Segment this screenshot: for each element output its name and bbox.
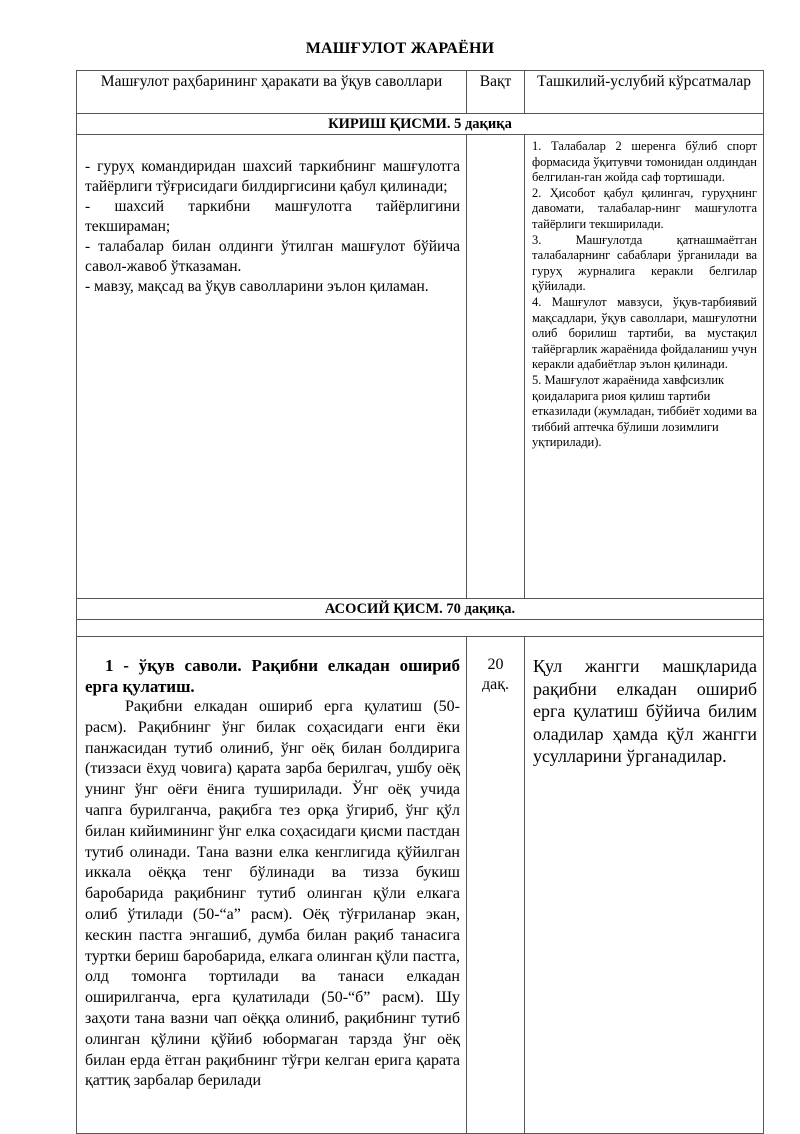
header-actions: Машғулот раҳбарининг ҳаракати ва ўқув саволлари bbox=[77, 71, 467, 114]
intro-section-heading: КИРИШ ҚИСМИ. 5 дақиқа bbox=[77, 114, 764, 135]
header-time: Вақт bbox=[467, 71, 525, 114]
intro-content-row bbox=[77, 135, 764, 599]
intro-notes-cell bbox=[525, 135, 764, 599]
main-time-cell bbox=[467, 637, 525, 1134]
section-spacer-row bbox=[77, 620, 764, 637]
intro-section-row bbox=[77, 114, 764, 135]
question-title: 1 - ўқув саволи. Рақибни елкадан ошириб ерга қулатиш. bbox=[85, 656, 460, 696]
header-guidelines: Ташкилий-услубий кўрсатмалар bbox=[525, 71, 764, 114]
intro-note: 1. Талабалар 2 шеренга бўлиб спорт формасида ўқитувчи томонидан олдиндан белгилан-ган жойда саф тортишади. bbox=[532, 139, 757, 185]
intro-action: - мавзу, мақсад ва ўқув саволларини эълон қиламан. bbox=[85, 278, 429, 295]
main-goal-cell: Қул жангги машқларида рақибни елкадан ошириб ерга қулатиш бўйича билим оладилар ҳамда қўл жангги усулларини ўрганадилар. bbox=[525, 637, 764, 1134]
intro-action: - талабалар билан олдинги ўтилган машғулот бўйича савол-жавоб ўтказаман. bbox=[85, 238, 460, 275]
question-body: Рақибни елкадан ошириб ерга қулатиш (50-расм). Рақибнинг ўнг билак соҳасидаги енги ёки панжасидан тутиб олиниб, ўнг оёқ билан болдирига (тиззаси ёхуд човига) қарата зарба берилгач, ушбу оёқ унинг ўнг оёғи ёнига туширилади. Ўнг оёқ учида чапга бурилганча, рақибга тез орқа ўгириб, ўнг қўл билан кийимининг ўнг елка соҳасидаги қисми пастдан тутиб олинади. Тана вазни елка кенглигида қўйилган иккала оёққа тенг бўлинади ва тизза букиш баробарида рақибнинг тутиб олинган қўли елкага олиб ўтилади (50-“а” расм). Оёқ тўғриланар экан, кескин пастга энгашиб, думба билан рақиб танасига туртки бериш баробарида, елкага олинган қўли пастга, олд томонга тортилади ва танаси елкадан оширилганча, ерга қулатилади (50-“б” расм). Шу заҳоти тана вазни чап оёққа олиниб, рақибнинг тутиб олинган қўлини қўйиб юбормаган тарзда ўнг оёқ билан ерда ётган рақибнинг тўғри келган ерига қарата қаттиқ зарбалар берилади bbox=[85, 698, 460, 1090]
page-title: МАШҒУЛОТ ЖАРАЁНИ bbox=[305, 40, 495, 57]
intro-actions-cell bbox=[77, 135, 467, 599]
main-question-cell bbox=[77, 637, 467, 1134]
time-unit: дақ. bbox=[481, 676, 509, 693]
intro-action: - шахсий таркибни машғулотга тайёрлигини текшираман; bbox=[85, 198, 460, 235]
intro-note: 2. Ҳисобот қабул қилингач, гуруҳнинг давомати, талабалар-нинг машғулотга тайёрлиги текширилади. bbox=[532, 185, 757, 231]
intro-note: 3. Машғулотда қатнашмаётган талабаларнинг сабаблари ўрганилади ва гуруҳ журналига керакли белгилар қўйилади. bbox=[532, 232, 757, 294]
table-header-row bbox=[77, 71, 764, 114]
main-section-heading: АСОСИЙ ҚИСМ. 70 дақиқа. bbox=[77, 599, 764, 620]
intro-note: 5. Машғулот жараёнида хавфсизлик қоидаларига риоя қилиш тартиби етказилади (жумладан, тиббиёт ходими ва тиббий аптечка бўлиши лозимлиги уқтирилади). bbox=[532, 372, 757, 450]
main-section-row bbox=[77, 599, 764, 620]
intro-note: 4. Машғулот мавзуси, ўқув-тарбиявий мақсадлари, ўқув саволлари, машғулотни олиб борилиш тартиби, ва мустақил тайёргарлик жараёнида фойдаланиш учун керакли адабиётлар эълон қилинади. bbox=[532, 294, 757, 372]
intro-action: - гуруҳ командиридан шахсий таркибнинг машғулотга тайёрлиги тўғрисидаги билдиргисини қабул қилинади; bbox=[85, 158, 460, 195]
intro-time-cell bbox=[467, 135, 525, 599]
main-content-row bbox=[77, 637, 764, 1134]
time-value: 20 bbox=[487, 656, 504, 673]
lesson-plan-table bbox=[76, 70, 764, 1134]
